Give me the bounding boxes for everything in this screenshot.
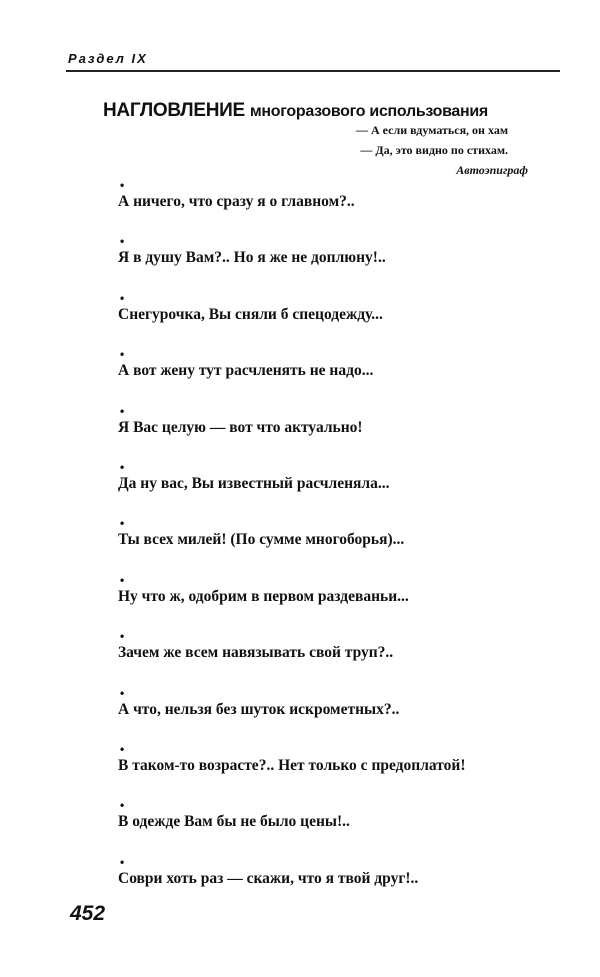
aphorism-text: Снегурочка, Вы сняли б спецодежду... [118, 305, 383, 323]
aphorism-text: Да ну вас, Вы известный расчленяла... [118, 475, 390, 492]
title-caps: НАГЛОВЛЕНИЕ [103, 100, 245, 121]
section-header: Раздел IX [68, 51, 148, 66]
bullet-icon: • [120, 516, 125, 531]
aphorism-text: Зачем же всем навязывать свой труп?.. [118, 644, 394, 662]
bullet-icon: • [120, 742, 125, 756]
header-rule [66, 70, 560, 72]
aphorism-text: А вот жену тут расчленять не надо... [118, 362, 374, 380]
bullet-icon: • [120, 854, 125, 869]
bullet-icon: • [120, 460, 125, 474]
bullet-icon: • [120, 403, 125, 418]
aphorism-text: Я в душу Вам?.. Но я же не доплюну!.. [118, 249, 386, 267]
aphorism-text: А ничего, что сразу я о главном?.. [118, 193, 355, 210]
aphorism-text: Соври хоть раз — скажи, что я твой друг!.. [118, 869, 419, 887]
epigraph-source: Автоэпиграф [456, 163, 528, 177]
epigraph-line: — А если вдуматься, он хам [356, 123, 508, 137]
bullet-icon: • [120, 629, 125, 644]
page-title [103, 100, 488, 122]
bullet-icon: • [120, 178, 125, 192]
bullet-icon: • [120, 234, 125, 249]
bullet-icon: • [120, 798, 125, 813]
aphorism-text: Ты всех милей! (По сумме многоборья)... [118, 531, 405, 549]
aphorism-text: В одежде Вам бы не было цены!.. [118, 813, 350, 831]
bullet-icon: • [120, 347, 125, 362]
bullet-icon: • [120, 572, 125, 587]
aphorism-text: В таком-то возрасте?.. Нет только с предоплатой! [118, 757, 466, 774]
aphorism-text: Я Вас целую — вот что актуально! [118, 418, 363, 436]
bullet-icon: • [120, 290, 125, 305]
bullet-icon: • [120, 685, 125, 700]
title-rest: многоразового использования [249, 103, 488, 120]
epigraph-line: — Да, это видно по стихам. [360, 143, 508, 157]
aphorism-text: А что, нельзя без шуток искрометных?.. [118, 700, 400, 718]
aphorism-text: Ну что ж, одобрим в первом раздеваньи... [118, 587, 409, 605]
page-number: 452 [70, 902, 106, 925]
